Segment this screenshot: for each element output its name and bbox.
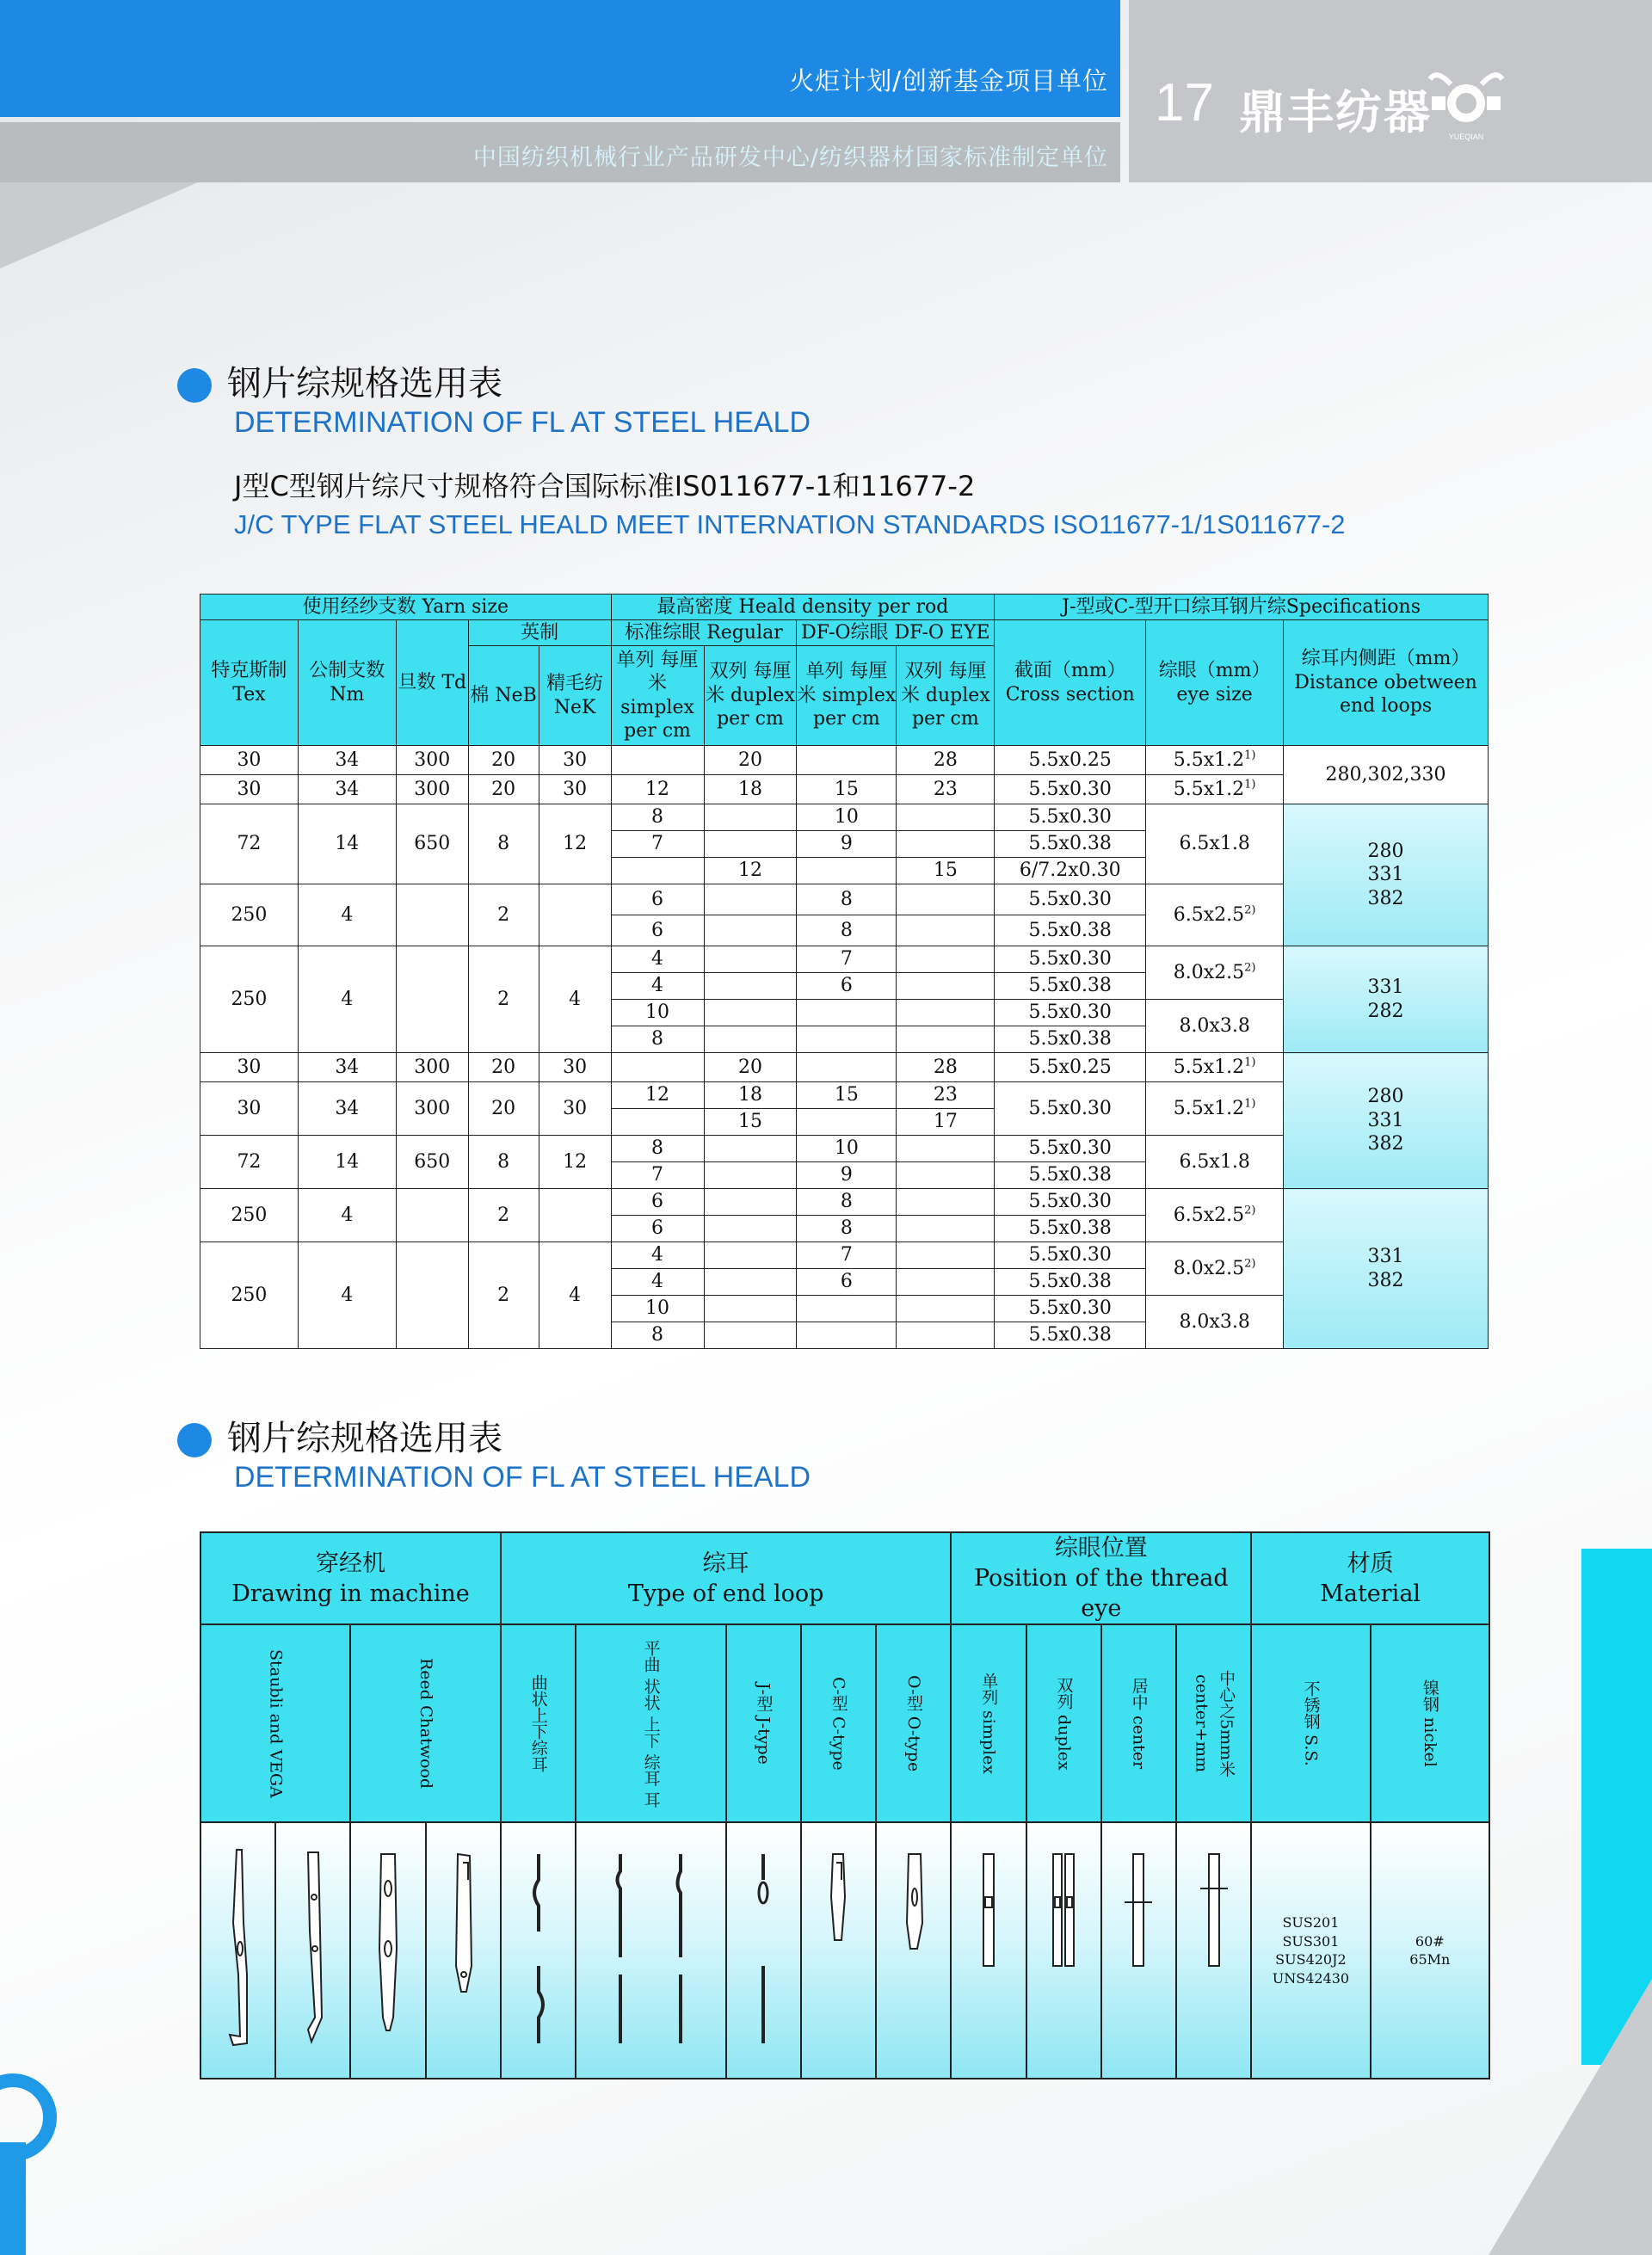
header-line2: 中国纺织机械行业产品研发中心/纺织器材国家标准制定单位 bbox=[472, 145, 1108, 171]
table-cell bbox=[797, 746, 897, 775]
table-cell: 10 bbox=[797, 1136, 897, 1162]
table-cell: 30 bbox=[200, 746, 299, 775]
table-cell: 650 bbox=[396, 804, 468, 884]
label-c-type: C-型 C-type bbox=[801, 1624, 876, 1822]
table-cell: 30 bbox=[539, 746, 611, 775]
table-cell bbox=[611, 1109, 704, 1136]
table-cell: 6.5x2.5$^{2)}$ bbox=[1146, 1189, 1284, 1242]
table-cell: 300 bbox=[396, 775, 468, 804]
table-cell bbox=[704, 973, 797, 1000]
heald-drawing-4 bbox=[426, 1822, 501, 2079]
label-duplex: 双列 duplex bbox=[1026, 1624, 1101, 1822]
table-cell: 12 bbox=[704, 858, 797, 884]
col-regular: 标准综眼 Regular bbox=[611, 620, 797, 646]
table-cell: 5.5x0.30 bbox=[995, 1189, 1146, 1216]
table-cell bbox=[897, 831, 995, 858]
table-cell bbox=[797, 1053, 897, 1082]
table-cell: 10 bbox=[797, 804, 897, 831]
table-cell: 23 bbox=[897, 775, 995, 804]
table-cell bbox=[897, 1189, 995, 1216]
table-cell: 5.5x0.30 bbox=[995, 804, 1146, 831]
table-cell bbox=[897, 1322, 995, 1349]
table-cell: 5.5x0.30 bbox=[995, 1136, 1146, 1162]
table-cell: 8 bbox=[468, 804, 539, 884]
section1-sub-cn: J型C型钢片综尺寸规格符合国际标准IS011677-1和11677-2 bbox=[234, 470, 976, 502]
col-dfo-simplex: 单列 每厘米 simplex per cm bbox=[797, 646, 897, 746]
section2-title-en: DETERMINATION OF FL AT STEEL HEALD bbox=[234, 1461, 811, 1494]
table-cell bbox=[539, 1189, 611, 1242]
table-cell bbox=[704, 1296, 797, 1322]
table-cell: 8.0x3.8 bbox=[1146, 1000, 1284, 1053]
table-cell: 28 bbox=[897, 1053, 995, 1082]
table-cell: 15 bbox=[897, 858, 995, 884]
table-cell: 250 bbox=[200, 1189, 299, 1242]
table-cell: 5.5x1.2$^{1)}$ bbox=[1146, 1082, 1284, 1136]
table-cell: 5.5x0.30 bbox=[995, 1000, 1146, 1026]
table-cell bbox=[704, 1162, 797, 1189]
table-cell: 28 bbox=[897, 746, 995, 775]
bullet-icon bbox=[177, 1423, 212, 1457]
col-neb: 棉 NeB bbox=[468, 646, 539, 746]
table-cell bbox=[704, 804, 797, 831]
heald-drawing-9 bbox=[876, 1822, 951, 2079]
table-cell: 9 bbox=[797, 1162, 897, 1189]
table-cell: 5.5x0.30 bbox=[995, 775, 1146, 804]
table-cell: 5.5x0.38 bbox=[995, 915, 1146, 946]
table-cell bbox=[704, 1269, 797, 1296]
label-staubli: Staubli and VEGA bbox=[200, 1624, 350, 1822]
col-dfo: DF-O综眼 DF-O EYE bbox=[797, 620, 995, 646]
col-td: 旦数 Td bbox=[396, 620, 468, 746]
table-cell: 5.5x0.25 bbox=[995, 1053, 1146, 1082]
table-cell: 30 bbox=[200, 1053, 299, 1082]
table-cell: 7 bbox=[797, 1242, 897, 1269]
table-cell: 20 bbox=[704, 1053, 797, 1082]
table-cell: 2 bbox=[468, 1242, 539, 1349]
table-cell bbox=[897, 1162, 995, 1189]
table-cell: 12 bbox=[539, 1136, 611, 1189]
table-cell bbox=[704, 1216, 797, 1242]
table-cell: 250 bbox=[200, 1242, 299, 1349]
table-cell: 30 bbox=[539, 1053, 611, 1082]
table-cell: 5.5x1.2$^{1)}$ bbox=[1146, 775, 1284, 804]
table-cell bbox=[704, 915, 797, 946]
col-british: 英制 bbox=[468, 620, 611, 646]
table-cell: 650 bbox=[396, 1136, 468, 1189]
label-nickel: 镍钢 nickel bbox=[1371, 1624, 1489, 1822]
header-blue-band bbox=[0, 0, 1120, 117]
table-cell bbox=[897, 1216, 995, 1242]
col-nek: 精毛纺 NeK bbox=[539, 646, 611, 746]
table-cell: 8 bbox=[611, 804, 704, 831]
table-cell: 4 bbox=[611, 946, 704, 973]
bullet-icon bbox=[177, 368, 212, 403]
table-cell: 72 bbox=[200, 804, 299, 884]
table-cell: 6 bbox=[797, 1269, 897, 1296]
table-cell bbox=[897, 1136, 995, 1162]
table-cell: 5.5x0.38 bbox=[995, 1216, 1146, 1242]
brand-logo-icon bbox=[1425, 62, 1507, 145]
label-flatcurve: 平曲 状状 上下 综耳 耳 bbox=[576, 1624, 725, 1822]
table-cell: 6/7.2x0.30 bbox=[995, 858, 1146, 884]
table-cell bbox=[396, 1242, 468, 1349]
table-cell bbox=[704, 946, 797, 973]
table-cell bbox=[396, 1189, 468, 1242]
table-cell: 7 bbox=[611, 831, 704, 858]
section1-title-cn: 钢片综规格选用表 bbox=[227, 364, 502, 404]
table-cell: 250 bbox=[200, 884, 299, 946]
table-cell: 5.5x0.30 bbox=[995, 1296, 1146, 1322]
table-cell: 5.5x0.38 bbox=[995, 1322, 1146, 1349]
table-cell: 12 bbox=[611, 1082, 704, 1109]
table-cell: 34 bbox=[298, 1082, 396, 1136]
table-cell bbox=[797, 1322, 897, 1349]
heald-drawing-1 bbox=[200, 1822, 275, 2079]
table-cell: 4 bbox=[539, 1242, 611, 1349]
header-material: 材质 Material bbox=[1251, 1532, 1489, 1624]
table-cell bbox=[704, 1242, 797, 1269]
table-cell: 4 bbox=[298, 1189, 396, 1242]
group-yarn: 使用经纱支数 Yarn size bbox=[200, 595, 612, 620]
table-cell bbox=[396, 884, 468, 946]
table-cell: 5.5x0.38 bbox=[995, 831, 1146, 858]
table-cell: 6 bbox=[611, 1216, 704, 1242]
label-o-type: O-型 O-type bbox=[876, 1624, 951, 1822]
table-cell: 10 bbox=[611, 1296, 704, 1322]
table-cell: 4 bbox=[298, 884, 396, 946]
table-cell: 30 bbox=[200, 1082, 299, 1136]
table-cell: 2 bbox=[468, 946, 539, 1053]
table-cell: 5.5x1.2$^{1)}$ bbox=[1146, 746, 1284, 775]
label-center: 居中 center bbox=[1101, 1624, 1176, 1822]
table-cell: 14 bbox=[298, 804, 396, 884]
table-cell: 300 bbox=[396, 1082, 468, 1136]
table-cell: 5.5x0.38 bbox=[995, 1162, 1146, 1189]
end-loop-table bbox=[200, 1531, 1490, 2079]
table-cell: 12 bbox=[539, 804, 611, 884]
table-cell: 23 bbox=[897, 1082, 995, 1109]
table-cell: 20 bbox=[704, 746, 797, 775]
material-ss: SUS201 SUS301 SUS420J2 UNS42430 bbox=[1251, 1822, 1370, 2079]
brand-name: 鼎丰纺器 bbox=[1239, 85, 1432, 139]
table-cell bbox=[396, 946, 468, 1053]
table-cell bbox=[897, 884, 995, 915]
table-cell bbox=[539, 884, 611, 946]
table-cell: 5.5x0.30 bbox=[995, 1082, 1146, 1136]
table-cell: 8 bbox=[797, 1189, 897, 1216]
table-cell bbox=[704, 1000, 797, 1026]
table-cell: 5.5x1.2$^{1)}$ bbox=[1146, 1053, 1284, 1082]
table-cell: 5.5x0.38 bbox=[995, 1026, 1146, 1053]
table-cell: 4 bbox=[611, 1242, 704, 1269]
table-cell: 6 bbox=[611, 915, 704, 946]
table-cell bbox=[797, 858, 897, 884]
heald-drawing-2 bbox=[275, 1822, 350, 2079]
heald-drawing-10 bbox=[951, 1822, 1026, 2079]
table-cell: 6 bbox=[611, 884, 704, 915]
table-cell: 8 bbox=[797, 884, 897, 915]
table-cell bbox=[797, 1000, 897, 1026]
table-cell: 34 bbox=[298, 746, 396, 775]
section1-title-en: DETERMINATION OF FL AT STEEL HEALD bbox=[234, 406, 811, 439]
brand-box bbox=[1129, 0, 1652, 182]
col-reg-simplex: 单列 每厘米 simplex per cm bbox=[611, 646, 704, 746]
label-simplex: 单列 simplex bbox=[951, 1624, 1026, 1822]
table-cell: 20 bbox=[468, 1053, 539, 1082]
table-cell bbox=[897, 804, 995, 831]
label-ss: 不锈钢 S.S. bbox=[1251, 1624, 1370, 1822]
table-cell: 15 bbox=[797, 775, 897, 804]
group-density: 最高密度 Heald density per rod bbox=[611, 595, 995, 620]
heald-drawing-5 bbox=[501, 1822, 576, 2079]
table-cell: 5.5x0.38 bbox=[995, 973, 1146, 1000]
table-cell: 8.0x3.8 bbox=[1146, 1296, 1284, 1349]
table-cell: 280 331 382 bbox=[1284, 1053, 1489, 1189]
table-cell: 300 bbox=[396, 1053, 468, 1082]
table-cell: 280,302,330 bbox=[1284, 746, 1489, 804]
col-nm: 公制支数 Nm bbox=[298, 620, 396, 746]
table-cell: 5.5x0.30 bbox=[995, 1242, 1146, 1269]
table-cell bbox=[704, 1136, 797, 1162]
table-cell: 6.5x1.8 bbox=[1146, 804, 1284, 884]
table-cell bbox=[897, 1296, 995, 1322]
table-cell: 8.0x2.5$^{2)}$ bbox=[1146, 946, 1284, 1000]
material-nickel: 60# 65Mn bbox=[1371, 1822, 1489, 2079]
header-grey-band bbox=[0, 122, 1120, 182]
table-cell: 8 bbox=[611, 1136, 704, 1162]
table-cell: 34 bbox=[298, 775, 396, 804]
col-tex: 特克斯制 Tex bbox=[200, 620, 299, 746]
table-cell: 6 bbox=[797, 973, 897, 1000]
heald-drawing-12 bbox=[1101, 1822, 1176, 2079]
table-cell: 18 bbox=[704, 775, 797, 804]
table-cell: 10 bbox=[611, 1000, 704, 1026]
table-cell bbox=[704, 1189, 797, 1216]
table-cell: 20 bbox=[468, 1082, 539, 1136]
table-cell: 15 bbox=[797, 1082, 897, 1109]
table-cell: 5.5x0.30 bbox=[995, 884, 1146, 915]
table-cell: 8 bbox=[468, 1136, 539, 1189]
label-reed: Reed Chatwood bbox=[350, 1624, 500, 1822]
table-cell bbox=[897, 1269, 995, 1296]
table-cell: 30 bbox=[539, 775, 611, 804]
col-reg-duplex: 双列 每厘米 duplex per cm bbox=[704, 646, 797, 746]
heald-drawing-13 bbox=[1176, 1822, 1251, 2079]
header-loop: 综耳 Type of end loop bbox=[501, 1532, 951, 1624]
table-cell bbox=[897, 915, 995, 946]
section1-sub-en: J/C TYPE FLAT STEEL HEALD MEET INTERNATION STANDARDS ISO11677-1/1S011677-2 bbox=[234, 509, 1346, 539]
table-cell: 4 bbox=[298, 1242, 396, 1349]
table-cell bbox=[897, 973, 995, 1000]
table-cell: 5.5x0.30 bbox=[995, 946, 1146, 973]
table-cell: 8 bbox=[797, 915, 897, 946]
table-cell: 30 bbox=[200, 775, 299, 804]
table-cell: 4 bbox=[611, 1269, 704, 1296]
heald-drawing-3 bbox=[350, 1822, 425, 2079]
heald-drawing-6 bbox=[576, 1822, 725, 2079]
bottom-corner-decoration bbox=[1489, 1979, 1652, 2255]
table-cell: 5.5x0.38 bbox=[995, 1269, 1146, 1296]
col-eye: 综眼（mm） eye size bbox=[1146, 620, 1284, 746]
table-cell: 7 bbox=[611, 1162, 704, 1189]
label-curve: 曲状上下综耳 bbox=[501, 1624, 576, 1822]
table-cell: 6.5x1.8 bbox=[1146, 1136, 1284, 1189]
table-cell bbox=[797, 1296, 897, 1322]
heald-drawing-7 bbox=[726, 1822, 801, 2079]
table-cell bbox=[611, 1053, 704, 1082]
col-dfo-duplex: 双列 每厘米 duplex per cm bbox=[897, 646, 995, 746]
header-position: 综眼位置 Position of the thread eye bbox=[951, 1532, 1251, 1624]
table-cell: 2 bbox=[468, 1189, 539, 1242]
table-cell: 18 bbox=[704, 1082, 797, 1109]
table-cell: 7 bbox=[797, 946, 897, 973]
table-cell: 6 bbox=[611, 1189, 704, 1216]
table-cell: 15 bbox=[704, 1109, 797, 1136]
group-spec: J-型或C-型开口综耳钢片综Specifications bbox=[995, 595, 1489, 620]
table-cell bbox=[611, 858, 704, 884]
table-cell bbox=[704, 1026, 797, 1053]
table-cell: 2 bbox=[468, 884, 539, 946]
table-cell: 8.0x2.5$^{2)}$ bbox=[1146, 1242, 1284, 1296]
table-cell: 17 bbox=[897, 1109, 995, 1136]
table-cell: 280 331 382 bbox=[1284, 804, 1489, 946]
table-cell: 72 bbox=[200, 1136, 299, 1189]
label-center-mm: 中心之5mm米 center+mm bbox=[1176, 1624, 1251, 1822]
table-cell: 14 bbox=[298, 1136, 396, 1189]
table-cell: 4 bbox=[539, 946, 611, 1053]
logo-text: YUEQIAN bbox=[1448, 132, 1484, 141]
table-cell bbox=[897, 1000, 995, 1026]
table-cell bbox=[897, 1242, 995, 1269]
table-cell: 30 bbox=[539, 1082, 611, 1136]
corner-decoration bbox=[0, 182, 198, 268]
section2-title-cn: 钢片综规格选用表 bbox=[227, 1419, 502, 1458]
table-cell: 4 bbox=[611, 973, 704, 1000]
table-cell bbox=[611, 746, 704, 775]
table-cell: 250 bbox=[200, 946, 299, 1053]
table-cell bbox=[897, 1026, 995, 1053]
table-cell: 34 bbox=[298, 1053, 396, 1082]
table-cell bbox=[797, 1109, 897, 1136]
table-cell: 8 bbox=[611, 1322, 704, 1349]
table-cell: 300 bbox=[396, 746, 468, 775]
spec-table bbox=[200, 594, 1489, 1349]
header-machine: 穿经机 Drawing in machine bbox=[200, 1532, 501, 1624]
table-cell: 8 bbox=[611, 1026, 704, 1053]
table-cell: 20 bbox=[468, 746, 539, 775]
heald-drawing-8 bbox=[801, 1822, 876, 2079]
table-cell: 331 382 bbox=[1284, 1189, 1489, 1349]
table-cell bbox=[797, 1026, 897, 1053]
col-dist: 综耳内侧距（mm） Distance obetween end loops bbox=[1284, 620, 1489, 746]
table-cell bbox=[704, 1322, 797, 1349]
table-cell: 12 bbox=[611, 775, 704, 804]
table-cell: 8 bbox=[797, 1216, 897, 1242]
table-cell: 9 bbox=[797, 831, 897, 858]
table-cell: 20 bbox=[468, 775, 539, 804]
table-cell: 6.5x2.5$^{2)}$ bbox=[1146, 884, 1284, 946]
table-cell: 5.5x0.25 bbox=[995, 746, 1146, 775]
table-cell: 4 bbox=[298, 946, 396, 1053]
table-cell bbox=[704, 831, 797, 858]
table-cell bbox=[897, 946, 995, 973]
heald-drawing-11 bbox=[1026, 1822, 1101, 2079]
ring-stem-decoration bbox=[0, 2142, 26, 2255]
header-line1: 火炬计划/创新基金项目单位 bbox=[789, 66, 1108, 95]
table-cell bbox=[704, 884, 797, 915]
col-cross: 截面（mm） Cross section bbox=[995, 620, 1146, 746]
page-number: 17 bbox=[1155, 73, 1214, 132]
table-cell: 331 282 bbox=[1284, 946, 1489, 1053]
label-j-type: J-型 J-type bbox=[726, 1624, 801, 1822]
